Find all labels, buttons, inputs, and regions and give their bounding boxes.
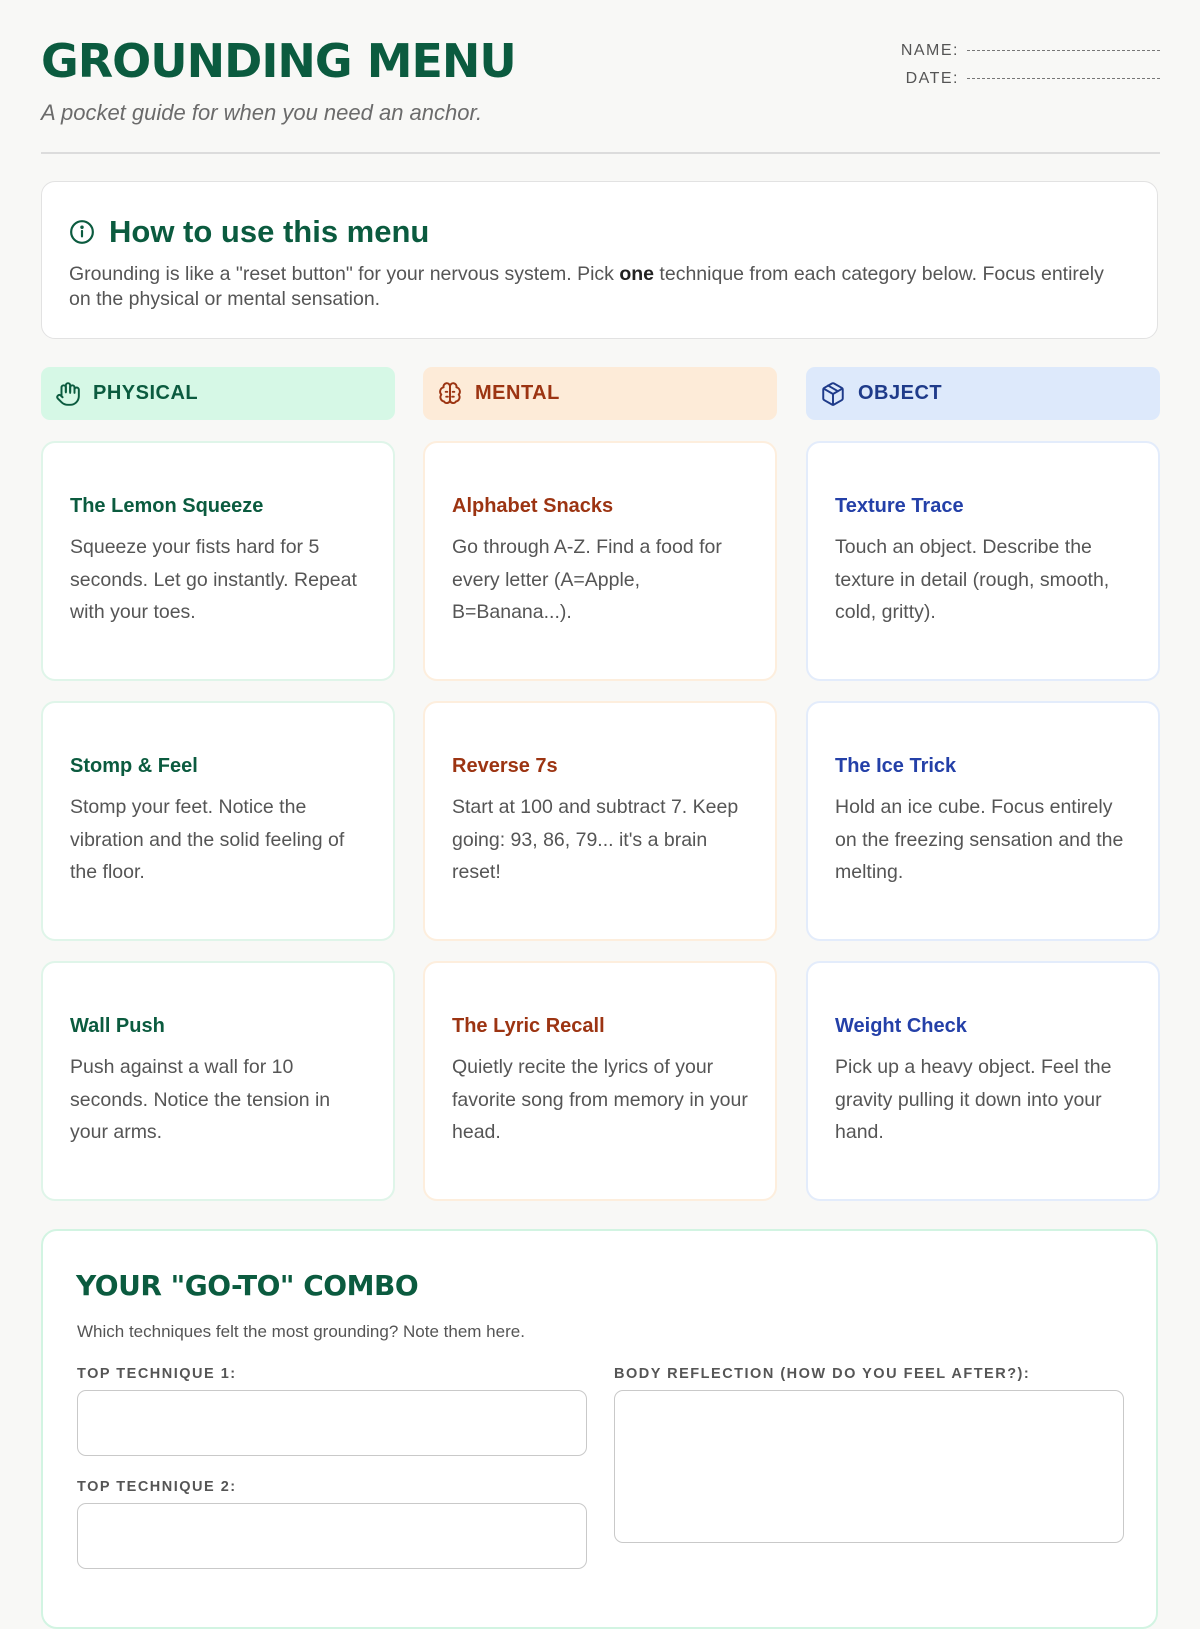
page-subtitle: A pocket guide for when you need an anchor. xyxy=(41,100,483,125)
category-label-mental: MENTAL xyxy=(475,382,560,404)
page-title: GROUNDING MENU xyxy=(41,34,516,88)
technique-card xyxy=(423,961,777,1201)
technique-title: Stomp & Feel xyxy=(70,755,198,777)
category-header-object xyxy=(806,367,1160,420)
technique-description: Squeeze your fists hard for 5 seconds. Let go instantly. Repeat with your toes. xyxy=(70,536,357,623)
instructions-heading xyxy=(69,214,429,250)
technique-title: The Ice Trick xyxy=(835,755,957,777)
technique-title: The Lyric Recall xyxy=(452,1015,605,1037)
body-reflection-field[interactable] xyxy=(614,1390,1124,1543)
category-label-physical: PHYSICAL xyxy=(93,382,199,404)
technique-1-label: TOP TECHNIQUE 1: xyxy=(77,1366,237,1382)
category-label-object: OBJECT xyxy=(858,382,943,404)
date-label: DATE: xyxy=(905,70,959,87)
category-header-mental xyxy=(423,367,777,420)
info-circle-icon xyxy=(69,219,95,245)
brain-icon xyxy=(437,381,463,407)
name-line[interactable] xyxy=(967,50,1160,51)
technique-title: Alphabet Snacks xyxy=(452,495,614,517)
technique-card xyxy=(423,701,777,941)
date-row xyxy=(901,70,1160,98)
worksheet-page xyxy=(41,0,1160,1495)
instructions-text-part1: Grounding is like a "reset button" for your nervous system. Pick xyxy=(69,263,620,285)
technique-title: Texture Trace xyxy=(835,495,964,517)
date-line[interactable] xyxy=(967,78,1160,79)
instructions-text-emphasis: one xyxy=(619,263,655,285)
hand-icon xyxy=(55,381,81,407)
technique-2-field[interactable] xyxy=(77,1503,587,1569)
page-header xyxy=(41,0,1160,154)
technique-description: Go through A-Z. Find a food for every letter (A=Apple, B=Banana...). xyxy=(452,536,722,623)
technique-title: Reverse 7s xyxy=(452,755,558,777)
technique-description: Pick up a heavy object. Feel the gravity pulling it down into your hand. xyxy=(835,1056,1112,1143)
technique-card xyxy=(806,701,1160,941)
category-header-physical xyxy=(41,367,395,420)
technique-description: Hold an ice cube. Focus entirely on the freezing sensation and the melting. xyxy=(835,796,1124,883)
instructions-title: How to use this menu xyxy=(109,214,430,249)
instructions-text-part2: technique from each category below. Focus entirely on the physical or mental sensation. xyxy=(69,263,1104,310)
technique-card xyxy=(41,701,395,941)
technique-title: Weight Check xyxy=(835,1015,967,1037)
go-to-combo-section xyxy=(41,1229,1158,1629)
cube-icon xyxy=(820,381,846,407)
technique-card xyxy=(41,441,395,681)
combo-subtitle: Which techniques felt the most grounding? Note them here. xyxy=(77,1322,525,1341)
technique-card xyxy=(41,961,395,1201)
instructions-box xyxy=(41,181,1158,339)
technique-1-field[interactable] xyxy=(77,1390,587,1456)
technique-title: Wall Push xyxy=(70,1015,165,1037)
name-row xyxy=(901,42,1160,70)
technique-card xyxy=(806,961,1160,1201)
combo-title: YOUR "GO-TO" COMBO xyxy=(76,1269,419,1302)
instructions-text xyxy=(69,262,1129,312)
technique-2-label: TOP TECHNIQUE 2: xyxy=(77,1479,237,1495)
technique-title: The Lemon Squeeze xyxy=(70,495,264,517)
body-reflection-label: BODY REFLECTION (HOW DO YOU FEEL AFTER?): xyxy=(614,1366,1031,1382)
technique-card xyxy=(806,441,1160,681)
technique-card xyxy=(423,441,777,681)
technique-description: Start at 100 and subtract 7. Keep going: 93, 86, 79... it's a brain reset! xyxy=(452,796,739,883)
technique-description: Stomp your feet. Notice the vibration and the solid feeling of the floor. xyxy=(70,796,345,883)
technique-description: Touch an object. Describe the texture in detail (rough, smooth, cold, gritty). xyxy=(835,536,1110,623)
technique-description: Push against a wall for 10 seconds. Notice the tension in your arms. xyxy=(70,1056,331,1143)
name-label: NAME: xyxy=(900,42,959,59)
name-date-block xyxy=(901,42,1160,98)
technique-description: Quietly recite the lyrics of your favorite song from memory in your head. xyxy=(452,1056,748,1143)
